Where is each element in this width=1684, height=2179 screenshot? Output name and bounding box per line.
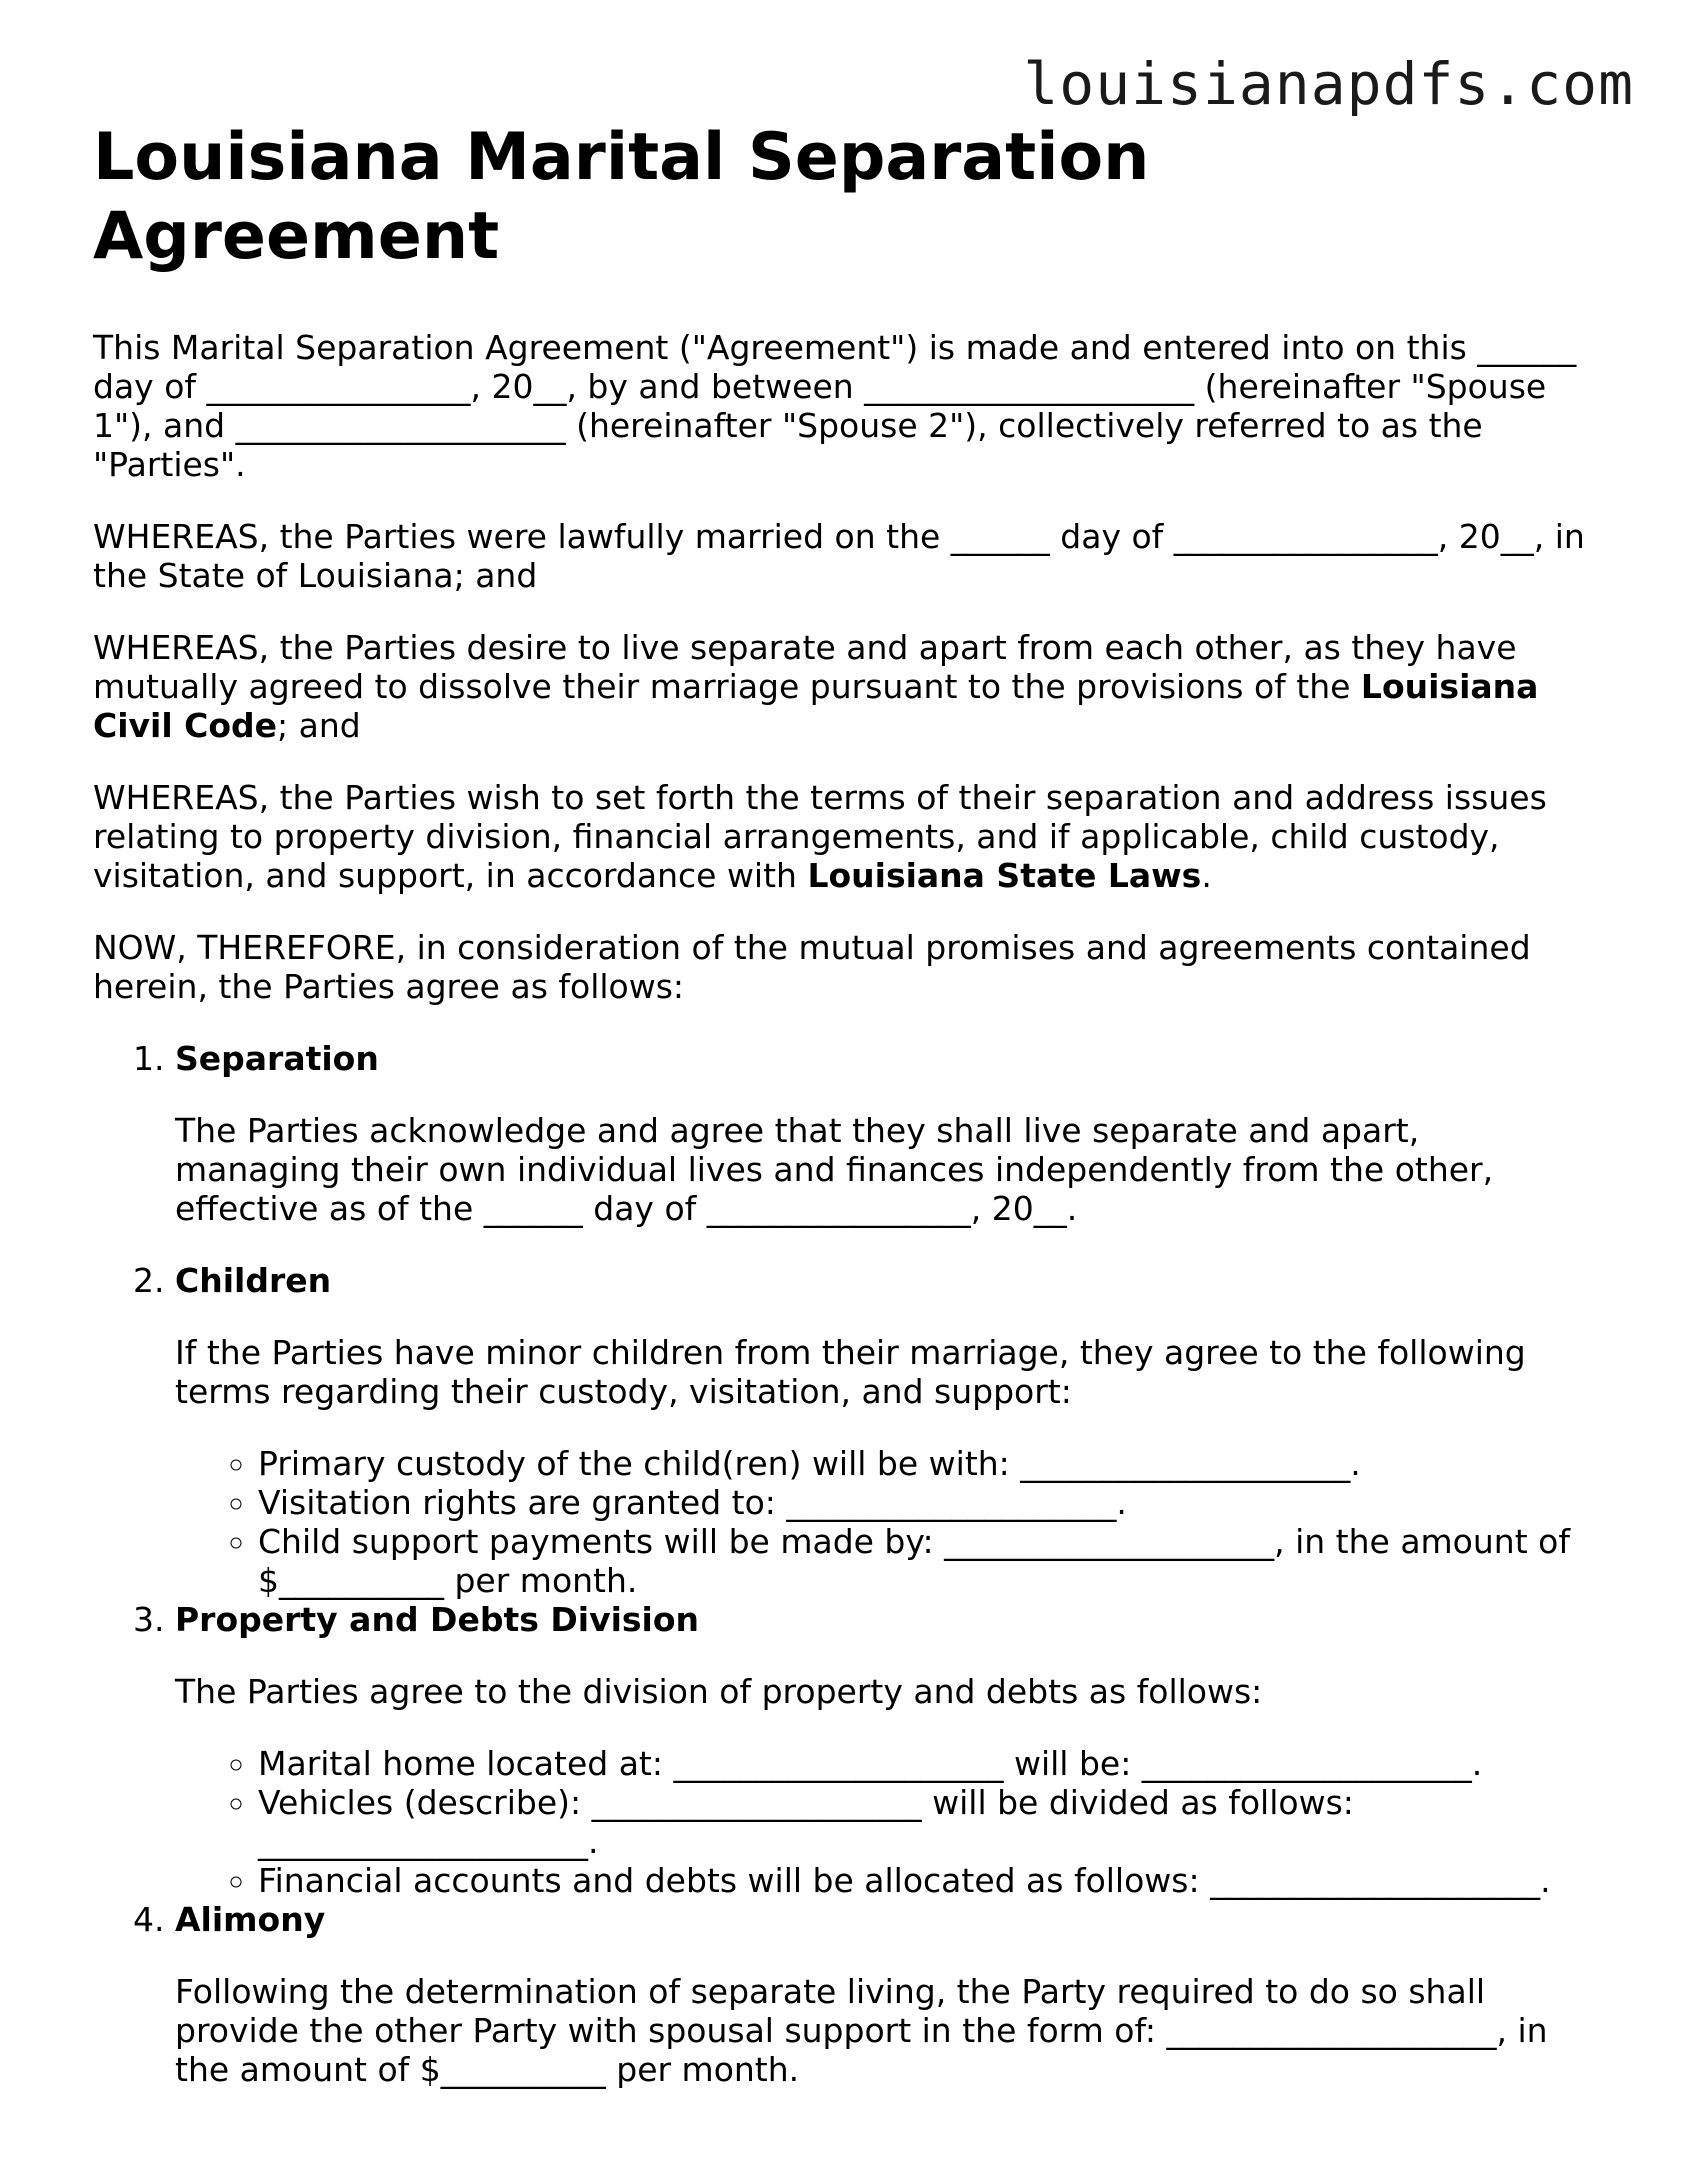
document-title: Louisiana Marital Separation Agreement <box>93 120 1150 274</box>
list-item: ◦ Visitation rights are granted to: ____________________. <box>258 1483 1593 1522</box>
whereas-married-paragraph: WHEREAS, the Parties were lawfully married on the ______ day of ________________, 20__, in the State of Louisiana; and <box>93 517 1585 595</box>
section-title: 1. Separation <box>175 1039 379 1078</box>
section-text: The Parties acknowledge and agree that they shall live separate and apart, managing their own individual lives and finances independently from the other, effective as of the ______ day of ________________, 20__. <box>175 1111 1494 1228</box>
section-text: The Parties agree to the division of property and debts as follows: <box>175 1672 1263 1711</box>
now-therefore-paragraph: NOW, THEREFORE, in consideration of the mutual promises and agreements contained herein, the Parties agree as follows: <box>93 928 1531 1006</box>
site-watermark: louisianapdfs.com <box>1023 50 1634 118</box>
whereas-terms-paragraph <box>93 778 1593 895</box>
whereas-terms-end: . <box>1201 856 1212 895</box>
section-alimony <box>175 1900 1593 2089</box>
list-item: ◦ Financial accounts and debts will be allocated as follows: ____________________. <box>258 1861 1593 1900</box>
document-page <box>93 118 1593 2122</box>
intro-paragraph: This Marital Separation Agreement ("Agreement") is made and entered into on this ______ day of ________________, 20__, by and between ____________________ (hereinafter "Spouse 1"), and ____________________ (hereinafter "Spouse 2"), collectively referred to as the "Parties". <box>93 328 1577 484</box>
whereas-separate-text: WHEREAS, the Parties desire to live separate and apart from each other, as they have mutually agreed to dissolve their marriage pursuant to the provisions of the <box>93 628 1517 706</box>
section-text: If the Parties have minor children from their marriage, they agree to the following terms regarding their custody, visitation, and support: <box>175 1333 1526 1411</box>
section-title: 3. Property and Debts Division <box>175 1600 700 1639</box>
list-item: ◦ Primary custody of the child(ren) will be with: ____________________. <box>258 1444 1593 1483</box>
children-terms-list <box>175 1444 1593 1600</box>
whereas-separate-end: ; and <box>277 706 361 745</box>
state-laws-reference: Louisiana State Laws <box>807 856 1202 895</box>
list-item: ◦ Vehicles (describe): ____________________ will be divided as follows: ____________________. <box>258 1783 1593 1861</box>
whereas-terms-text: WHEREAS, the Parties wish to set forth the terms of their separation and address issues relating to property division, financial arrangements, and if applicable, child custody, visitation, and support, in accordance with <box>93 778 1547 895</box>
section-property-debts <box>175 1600 1593 1900</box>
section-title: 2. Children <box>175 1261 332 1300</box>
property-terms-list <box>175 1744 1593 1900</box>
list-item: ◦ Marital home located at: ____________________ will be: ____________________. <box>258 1744 1593 1783</box>
whereas-separate-paragraph <box>93 628 1593 745</box>
section-children <box>175 1261 1593 1600</box>
section-separation <box>175 1039 1593 1228</box>
agreement-sections <box>93 1039 1593 2089</box>
list-item: ◦ Child support payments will be made by: ____________________, in the amount of $__________ per month. <box>258 1522 1593 1600</box>
section-text: Following the determination of separate living, the Party required to do so shall provide the other Party with spousal support in the form of: ____________________, in the amount of $__________ per month. <box>175 1972 1548 2089</box>
section-title: 4. Alimony <box>175 1900 326 1939</box>
civil-code-reference: Louisiana Civil Code <box>93 667 1539 745</box>
